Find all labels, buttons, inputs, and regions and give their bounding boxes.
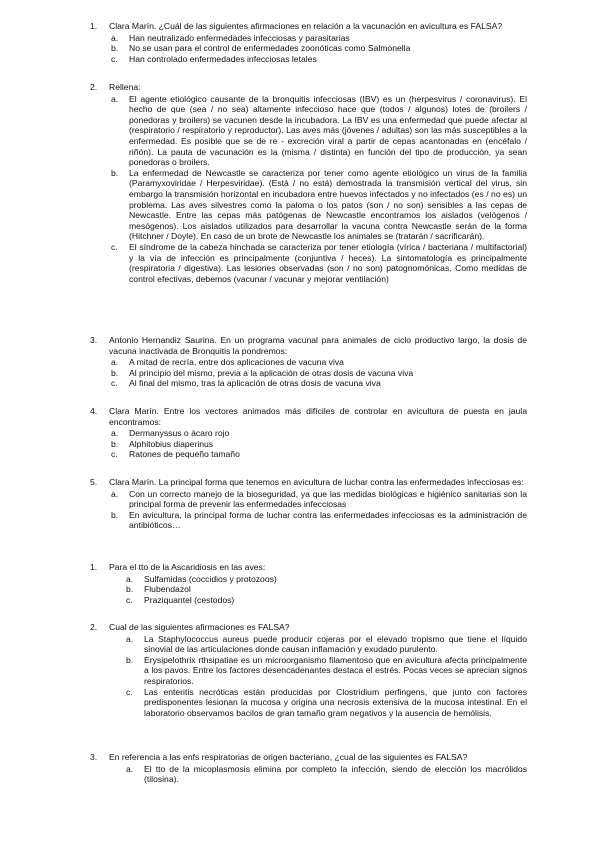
option-c bbox=[126, 687, 527, 719]
option-text: El síndrome de la cabeza hinchada se caracteriza por tener etiología (vírica / bacteriana / multifactorial) y la vía de infección es principalmente (conjuntiva / heces). La sintomatología es principalmente (respiratoria / digestiva). Las lesiones observadas (son / no son) patognomónicas. Como medidas de control efectivas, debemos (vacunar / vacunar y mejorar ventilación) bbox=[129, 241, 527, 284]
option-letter: a. bbox=[111, 428, 119, 439]
option-text: Flubendazol bbox=[144, 584, 191, 595]
option-a bbox=[126, 574, 527, 585]
question-stem: Antonio Hernandiz Saurina. En un programa vacunal para animales de ciclo productivo largo, la dosis de vacuna inactivada de Bronquitis la pondremos: bbox=[109, 335, 527, 356]
option-text: A mitad de recría, entre dos aplicaciones de vacuna viva bbox=[129, 357, 344, 368]
option-letter: b. bbox=[111, 438, 119, 449]
question-stem: Clara Marín. La principal forma que tenemos en avicultura de luchar contra las enfermedades infecciosas es: bbox=[109, 477, 524, 487]
option-letter: b. bbox=[111, 43, 119, 54]
question-number: 2. bbox=[90, 622, 98, 632]
option-text: Praziquantel (cestodos) bbox=[144, 594, 235, 605]
question-8 bbox=[90, 752, 527, 785]
option-c bbox=[111, 378, 527, 389]
question-stem: En referencia a las enfs respiratorias de origen bacteriano, ¿cual de las siguientes es FALSA? bbox=[109, 752, 468, 762]
option-a bbox=[111, 489, 527, 510]
question-5 bbox=[90, 477, 527, 531]
option-text: Al final del mismo, tras la aplicación de otras dosis de vacuna viva bbox=[129, 378, 381, 389]
option-b bbox=[111, 168, 527, 242]
option-b bbox=[111, 43, 527, 54]
option-list bbox=[90, 574, 527, 606]
option-text: En avicultura, la principal forma de luchar contra las enfermedades infecciosas es la administración de antibióticos… bbox=[129, 509, 527, 531]
question-number: 1. bbox=[90, 21, 98, 31]
option-c bbox=[111, 449, 527, 460]
option-a bbox=[111, 428, 527, 439]
question-stem: Rellena: bbox=[109, 82, 141, 92]
option-letter: a. bbox=[111, 93, 119, 104]
question-4 bbox=[90, 406, 527, 460]
question-number: 4. bbox=[90, 406, 98, 416]
option-a bbox=[111, 357, 527, 368]
option-a bbox=[111, 33, 527, 44]
question-number: 3. bbox=[90, 335, 98, 345]
option-text: Las enteritis necróticas están producidas por Clostridium perfingens, que junto con factores predisponentes lesionan la mucosa y origina una necrosis extensiva de la mucosa intestinal. En el laboratorio observamos bacilos de gran tamaño gram negativos y la ausencia de hemólisis. bbox=[144, 686, 527, 718]
option-text: El tto de la micoplasmosis elimina por completo la infección, siendo de elección los macrólidos (tilosina). bbox=[144, 763, 527, 785]
question-stem: Clara Marín. ¿Cuál de las siguientes afirmaciones en relación a la vacunación en avicultura es FALSA? bbox=[109, 21, 503, 31]
option-text: La Staphylococcus aureus puede producir cojeras por el elevado tropismo que tiene el líquido sinovial de las articulaciones donde causan inflamación y exudado purulento. bbox=[144, 633, 527, 655]
option-text: Erysipelothrix rthsipatiae es un microorganismo filamentoso que en avicultura afecta principalmente a los pavos. Entre los factores desencadenantes destaca el estrés. Pocas veces se aprecian signos respiratorios. bbox=[144, 654, 527, 686]
question-3 bbox=[90, 335, 527, 389]
option-text: El agente etiológico causante de la bronquitis infecciosas (IBV) es un (herpesvirus / coronavirus). El hecho de que (sea / no sea) altamente infeccioso hace que (todos / algunos) lotes de (broilers / ponedoras y broilers) se vacunen desde la incubadora. La IBV es una enfermedad que puede afectar al (respiratorio / respiratorio y reproductor). Las aves más (jóvenes / adultas) son las más susceptibles a la enfermedad. Es posible que se de re - excreción viral a partir de cepas acantonadas en (encéfalo / riñón). La pauta de vacunación es la (misma / distinta) en función del tipo de producción, ya sean ponedoras o broilers. bbox=[129, 93, 527, 168]
option-b bbox=[111, 510, 527, 531]
option-text: Ratones de pequeño tamaño bbox=[129, 449, 240, 460]
option-b bbox=[126, 655, 527, 687]
option-c bbox=[111, 54, 527, 65]
question-7 bbox=[90, 622, 527, 718]
option-a bbox=[126, 764, 527, 785]
option-text: Alphitobius diaperinus bbox=[129, 438, 214, 449]
option-list bbox=[90, 428, 527, 460]
option-letter: a. bbox=[111, 357, 119, 368]
option-text: Dermanyssus o ácaro rojo bbox=[129, 428, 230, 439]
option-list bbox=[90, 489, 527, 531]
option-b bbox=[111, 439, 527, 450]
option-a bbox=[111, 94, 527, 168]
question-1 bbox=[90, 21, 527, 64]
question-number: 1. bbox=[90, 562, 98, 572]
option-list bbox=[90, 94, 527, 285]
option-letter: c. bbox=[111, 241, 118, 252]
question-number: 3. bbox=[90, 752, 98, 762]
option-b bbox=[126, 584, 527, 595]
option-letter: a. bbox=[126, 633, 134, 644]
question-number: 5. bbox=[90, 477, 98, 487]
option-list bbox=[90, 357, 527, 389]
option-text: Al principio del mismo, previa a la aplicación de otras dosis de vacuna viva bbox=[129, 367, 414, 378]
option-list bbox=[90, 33, 527, 65]
option-text: No se usan para el control de enfermedades zoonóticas como Salmonella bbox=[129, 43, 411, 54]
option-text: Han neutralizado enfermedades infecciosas y parasitarias bbox=[129, 32, 350, 43]
question-stem: Clara Marín. Entre los vectores animados más difíciles de controlar en avicultura de puesta en jaula encontramos: bbox=[109, 406, 527, 427]
option-text: La enfermedad de Newcastle se caracteriza por tener como agente etiológico un virus de la familia (Paramyxoviridae / Herpesviridae). (Está / no está) demostrada la transmisión vertical del virus, sin embargo la transmisión horizontal en incubadora entre huevos infectados y no infectados (es / no es) un problema. Las aves silvestres como la paloma o los patos (son / no son) sensibles a las cepas de Newcastle. Entre las cepas más patógenas de Newcastle encontramos los aislados (velógenos / mesógenos). Los aislados utilizados para desarrollar la vacuna contra Newcastle serán de la forma (Hitchner / Doyle). En caso de un brote de Newcastle los animales se (tratarán / sacrificarán). bbox=[129, 167, 527, 242]
option-letter: c. bbox=[111, 378, 118, 389]
option-letter: c. bbox=[111, 449, 118, 460]
option-letter: b. bbox=[111, 167, 119, 178]
option-letter: b. bbox=[111, 367, 119, 378]
question-2 bbox=[90, 82, 527, 284]
option-letter: a. bbox=[111, 488, 119, 499]
question-6 bbox=[90, 562, 527, 605]
option-text: Han controlado enfermedades infecciosas letales bbox=[129, 53, 317, 64]
question-stem: Cual de las siguientes afirmaciones es FALSA? bbox=[109, 622, 290, 632]
option-letter: a. bbox=[126, 763, 134, 774]
option-text: Con un correcto manejo de la bioseguridad, ya que las medidas biológicas e higiénico sanitarias son la principal forma de prevenir las enfermedades infecciosas bbox=[129, 488, 527, 510]
question-stem: Para el tto de la Ascaridiosis en las aves: bbox=[109, 562, 266, 572]
option-b bbox=[111, 368, 527, 379]
option-letter: c. bbox=[126, 594, 133, 605]
option-c bbox=[111, 242, 527, 284]
option-letter: c. bbox=[126, 686, 133, 697]
option-letter: b. bbox=[126, 654, 134, 665]
option-letter: a. bbox=[126, 573, 134, 584]
option-c bbox=[126, 595, 527, 606]
option-letter: a. bbox=[111, 32, 119, 43]
option-list bbox=[90, 764, 527, 785]
option-list bbox=[90, 634, 527, 719]
option-letter: c. bbox=[111, 53, 118, 64]
question-number: 2. bbox=[90, 82, 98, 92]
option-letter: b. bbox=[126, 584, 134, 595]
option-text: Sulfamidas (coccidios y protozoos) bbox=[144, 573, 277, 584]
option-letter: b. bbox=[111, 509, 119, 520]
option-a bbox=[126, 634, 527, 655]
